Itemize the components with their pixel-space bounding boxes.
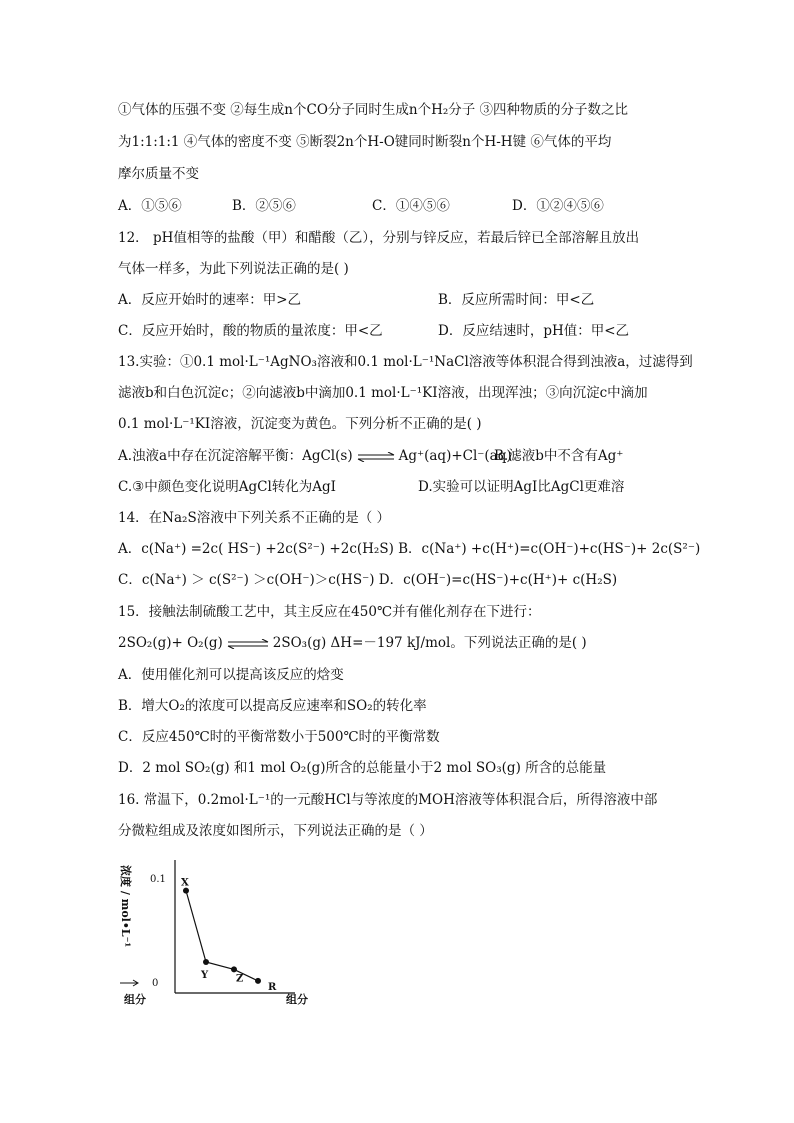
q11-option-b: B．②⑤⑥ (232, 198, 296, 214)
point-label-z: Z (236, 973, 244, 985)
point-label-x: X (181, 877, 189, 889)
point-label-y: Y (201, 970, 209, 981)
q16-stem-line1: 16. 常温下，0.2mol·L⁻¹的一元酸HCl与等浓度的MOH溶液等体积混合后，所得溶液中部 (118, 792, 658, 808)
q13-stem-line1: 13.实验：①0.1 mol·L⁻¹AgNO₃溶液和0.1 mol·L⁻¹NaCl溶液等体积混合得到浊液a，过滤得到 (118, 354, 693, 370)
equilibrium-arrow-icon (357, 452, 395, 462)
q11-line1: ①气体的压强不变 ②每生成n个CO分子同时生成n个H₂分子 ③四种物质的分子数之比 (118, 102, 629, 118)
concentration-chart (110, 855, 330, 1010)
y-axis-label: 浓度 / mol•L⁻¹ (119, 865, 132, 948)
q15-option-b: B．增大O₂的浓度可以提高反应速率和SO₂的转化率 (118, 698, 427, 714)
points-layer (181, 878, 277, 993)
q13-option-d: D.实验可以证明AgI比AgCl更难溶 (418, 479, 625, 495)
q11-option-d: D．①②④⑤⑥ (512, 198, 604, 214)
q14-stem: 14．在Na₂S溶液中下列关系不正确的是（ ） (118, 510, 390, 526)
q13-option-a-right: Ag⁺(aq)+Cl⁻(aq) (398, 448, 512, 464)
q13-option-a-left: A.浊液a中存在沉淀溶解平衡：AgCl(s) (118, 448, 353, 464)
q15-equation (118, 633, 587, 653)
data-point-z (231, 966, 237, 972)
data-point-r (255, 978, 261, 984)
y-tick-top: 0.1 (150, 874, 166, 885)
series-line (186, 891, 258, 981)
q13-option-b: B.滤液b中不含有Ag⁺ (494, 448, 624, 464)
q12-stem-line1: 12． pH值相等的盐酸（甲）和醋酸（乙），分别与锌反应，若最后锌已全部溶解且放出 (118, 230, 640, 246)
q11-option-c: C．①④⑤⑥ (372, 198, 450, 214)
equilibrium-arrow-icon (227, 639, 269, 649)
q11-line3: 摩尔质量不变 (118, 166, 199, 182)
q12-option-b: B．反应所需时间：甲<乙 (438, 292, 595, 308)
q12-stem-line2: 气体一样多，为此下列说法正确的是( ) (118, 261, 349, 277)
q13-option-c: C.③中颜色变化说明AgCl转化为AgI (118, 479, 337, 495)
y-tick-zero: 0 (152, 978, 159, 989)
q12-option-a: A．反应开始时的速率：甲>乙 (118, 292, 302, 308)
q16-stem-line2: 分微粒组成及浓度如图所示，下列说法正确的是（ ） (118, 823, 433, 839)
q13-option-a (118, 446, 512, 466)
q14-options-cd: C．c(Na⁺) ＞ c(S²⁻) ＞c(OH⁻)＞c(HS⁻) D．c(OH⁻)=c(HS⁻)+c(H⁺)+ c(H₂S) (118, 572, 618, 588)
q15-option-a: A．使用催化剂可以提高该反应的焓变 (118, 667, 344, 683)
q12-option-c: C．反应开始时，酸的物质的量浓度：甲<乙 (118, 323, 383, 339)
x-axis-label-left: 组分 (124, 993, 146, 1006)
q13-stem-line2: 滤液b和白色沉淀c；②向滤液b中滴加0.1 mol·L⁻¹KI溶液，出现浑浊；③向沉淀c中滴加 (118, 385, 648, 401)
q11-option-a: A．①⑤⑥ (118, 198, 182, 214)
q14-options-ab: A．c(Na⁺) =2c( HS⁻) +2c(S²⁻) +2c(H₂S) B．c(Na⁺) +c(H⁺)=c(OH⁻)+c(HS⁻)+ 2c(S²⁻) (118, 541, 701, 557)
q15-option-d: D．2 mol SO₂(g) 和1 mol O₂(g)所含的总能量小于2 mol SO₃(g) 所含的总能量 (118, 760, 607, 776)
q15-stem: 15．接触法制硫酸工艺中，其主反应在450℃并有催化剂存在下进行： (118, 604, 541, 620)
point-label-r: R (268, 981, 277, 993)
q15-equation-right: 2SO₃(g) ΔH=－197 kJ/mol。下列说法正确的是( ) (272, 635, 587, 651)
x-axis-label-right: 组分 (286, 993, 308, 1006)
q15-equation-left: 2SO₂(g)+ O₂(g) (118, 635, 223, 651)
data-point-y (203, 959, 209, 965)
q15-option-c: C．反应450℃时的平衡常数小于500℃时的平衡常数 (118, 729, 440, 745)
q12-option-d: D．反应结速时，pH值：甲<乙 (438, 323, 630, 339)
q13-stem-line3: 0.1 mol·L⁻¹KI溶液，沉淀变为黄色。下列分析不正确的是( ) (118, 416, 482, 432)
q11-line2: 为1:1:1:1 ④气体的密度不变 ⑤断裂2n个H-O键同时断裂n个H-H键 ⑥气体的平均 (118, 134, 612, 150)
